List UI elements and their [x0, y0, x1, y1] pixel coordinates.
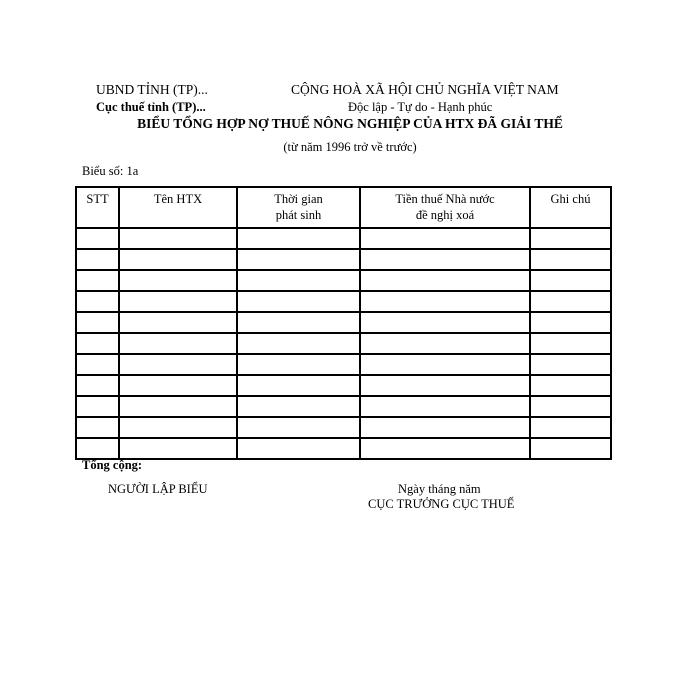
- table-cell: [530, 354, 611, 375]
- table-cell: [76, 417, 119, 438]
- table-cell: [237, 228, 360, 249]
- header-motto: Độc lập - Tự do - Hạnh phúc: [348, 100, 493, 114]
- form-number: Biểu số: 1a: [82, 164, 139, 178]
- header-agency: UBND TỈNH (TP)...: [96, 82, 208, 97]
- page-title: BIỂU TỔNG HỢP NỢ THUẾ NÔNG NGHIỆP CỦA HTX ĐÃ GIẢI THỂ: [137, 116, 563, 131]
- table-cell: [119, 270, 237, 291]
- table-cell: [76, 249, 119, 270]
- table-row: [76, 396, 611, 417]
- table-cell: [530, 396, 611, 417]
- date-label: Ngày tháng năm: [398, 482, 481, 496]
- table-row: [76, 291, 611, 312]
- table-cell: [76, 375, 119, 396]
- table-cell: [237, 333, 360, 354]
- table-cell: [530, 291, 611, 312]
- table-cell: [360, 417, 530, 438]
- table-cell: [237, 249, 360, 270]
- table-cell: [360, 312, 530, 333]
- total-label: Tổng cộng:: [82, 458, 143, 472]
- director-label: CỤC TRƯỞNG CỤC THUẾ: [368, 497, 515, 511]
- table-cell: [237, 417, 360, 438]
- table-cell: [530, 333, 611, 354]
- table-cell: [119, 396, 237, 417]
- table-cell: [119, 375, 237, 396]
- table-cell: [360, 249, 530, 270]
- table-cell: [119, 354, 237, 375]
- table-row: [76, 249, 611, 270]
- table-cell: [237, 291, 360, 312]
- table-cell: [119, 438, 237, 459]
- table-cell: [530, 438, 611, 459]
- table-cell: [360, 333, 530, 354]
- table-row: [76, 312, 611, 333]
- table-cell: [530, 228, 611, 249]
- column-header-note: Ghi chú: [530, 187, 611, 228]
- table-cell: [530, 312, 611, 333]
- column-header-amount: Tiền thuế Nhà nước đề nghị xoá: [360, 187, 530, 228]
- table-cell: [530, 249, 611, 270]
- table-cell: [360, 438, 530, 459]
- table-row: [76, 270, 611, 291]
- table-cell: [76, 228, 119, 249]
- table-cell: [119, 417, 237, 438]
- table-cell: [119, 249, 237, 270]
- page-subtitle: (từ năm 1996 trở về trước): [283, 140, 417, 154]
- table-cell: [237, 312, 360, 333]
- table-cell: [360, 354, 530, 375]
- table-cell: [237, 270, 360, 291]
- debt-table: [75, 186, 612, 460]
- table-cell: [119, 333, 237, 354]
- table-cell: [76, 354, 119, 375]
- table-cell: [237, 354, 360, 375]
- table-row: [76, 354, 611, 375]
- table-cell: [119, 228, 237, 249]
- table-body: [76, 228, 611, 459]
- column-header-period: Thời gian phát sinh: [237, 187, 360, 228]
- table-cell: [119, 312, 237, 333]
- table-cell: [530, 375, 611, 396]
- table-row: [76, 438, 611, 459]
- table-cell: [360, 270, 530, 291]
- table-cell: [76, 291, 119, 312]
- table-row: [76, 375, 611, 396]
- table-cell: [530, 417, 611, 438]
- table-row: [76, 417, 611, 438]
- table-cell: [360, 375, 530, 396]
- table-cell: [360, 228, 530, 249]
- table-cell: [237, 438, 360, 459]
- table-cell: [360, 291, 530, 312]
- column-header-stt: STT: [76, 187, 119, 228]
- table-cell: [119, 291, 237, 312]
- table-cell: [76, 270, 119, 291]
- table-cell: [237, 396, 360, 417]
- preparer-label: NGƯỜI LẬP BIỂU: [108, 482, 208, 496]
- table-cell: [237, 375, 360, 396]
- header-national-title: CỘNG HOÀ XÃ HỘI CHỦ NGHĨA VIỆT NAM: [291, 82, 559, 97]
- table-cell: [76, 396, 119, 417]
- table-cell: [76, 333, 119, 354]
- header-tax-department: Cục thuế tỉnh (TP)...: [96, 100, 206, 114]
- table-cell: [76, 438, 119, 459]
- table-header-row: [76, 187, 611, 228]
- table-row: [76, 228, 611, 249]
- table-cell: [76, 312, 119, 333]
- table-row: [76, 333, 611, 354]
- column-header-name: Tên HTX: [119, 187, 237, 228]
- table-cell: [530, 270, 611, 291]
- table-cell: [360, 396, 530, 417]
